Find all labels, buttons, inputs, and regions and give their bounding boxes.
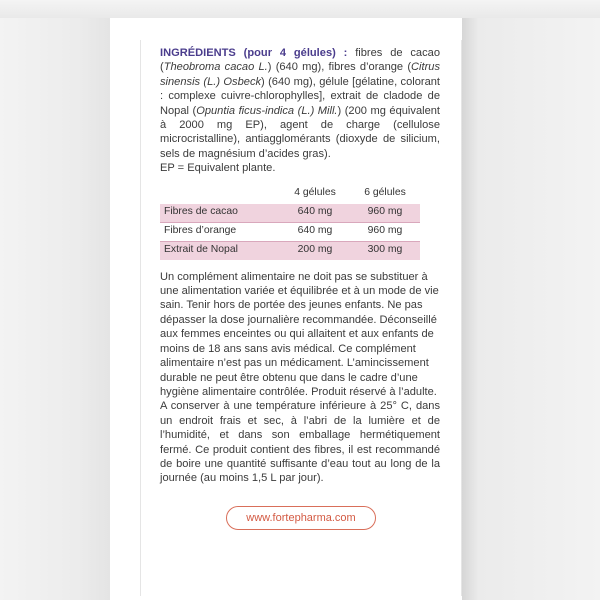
table-header-cell: [160, 184, 280, 204]
composition-table: [160, 184, 420, 260]
website-link[interactable]: www.fortepharma.com: [226, 506, 376, 530]
table-header-cell: 6 gélules: [364, 187, 406, 199]
row-value: 300 mg: [350, 241, 420, 260]
ingredients-text: fibres de cacao (: [160, 47, 440, 74]
row-value: 200 mg: [280, 241, 350, 260]
row-label: Fibres d’orange: [160, 222, 280, 241]
row-value: 960 mg: [350, 222, 420, 241]
box-left-side: [0, 18, 110, 600]
row-value: 960 mg: [350, 204, 420, 223]
warnings-paragraph: Un complément alimentaire ne doit pas se substituer à une alimentation variée et équilibrée et à un mode de vie sain. Tenir hors de portée des jeunes enfants. Ne pas dépasser la dose journalière recommandée. Déconseillé aux femmes enceintes ou qui allaitent et aux enfants de moins de 18 ans sans avis médical. Ce complément alimentaire n’est pas un médicament. L’amincissement durable ne peut être obtenu que dans le cadre d’une hygiène alimentaire contrôlée. Produit réservé à l’adulte.: [160, 270, 439, 398]
ingredients-text: ) (200 mg équivalent à 2000 mg EP), agent de charge (cellulose microcristalline), antiagglomérants (dioxyde de silicium, sels de magnésium d’acides gras).: [160, 104, 440, 160]
row-value: 640 mg: [280, 204, 350, 223]
row-value: 640 mg: [280, 222, 350, 241]
row-label: Fibres de cacao: [160, 204, 280, 223]
ingredients-text: ) (640 mg), gélule [gélatine, colorant : complexe cuivre-chlorophylles], extrait de cladode de Nopal (: [160, 75, 440, 117]
table-row: [160, 204, 420, 223]
box-right-side: [462, 18, 600, 600]
latin-name: Opuntia ficus-indica (L.) Mill.: [196, 104, 338, 117]
row-label: Extrait de Nopal: [160, 241, 280, 260]
latin-name: Citrus sinensis (L.) Osbeck: [160, 61, 440, 88]
table-header-row: [160, 184, 420, 204]
table-header-cell: 4 gélules: [294, 187, 336, 199]
ingredients-paragraph: [160, 46, 440, 161]
ep-note: EP = Equivalent plante.: [160, 162, 276, 175]
ingredients-title: INGRÉDIENTS (pour 4 gélules) :: [160, 47, 348, 59]
table-row: [160, 222, 420, 241]
label-content: [160, 46, 440, 486]
box-top-edge: [0, 0, 600, 18]
storage-paragraph: A conserver à une température inférieure à 25° C, dans un endroit frais et sec, à l’abri de la lumière et de l’humidité, et dans son emballage hermétiquement fermé. Ce produit contient des fibres, il est recommandé de boire une quantité suffisante d’eau tout au long de la journée (au moins 1,5 L par jour).: [160, 400, 440, 485]
latin-name: Theobroma cacao L.: [163, 61, 268, 74]
ingredients-text: ) (640 mg), fibres d’orange (: [267, 61, 412, 74]
table-row: [160, 241, 420, 260]
